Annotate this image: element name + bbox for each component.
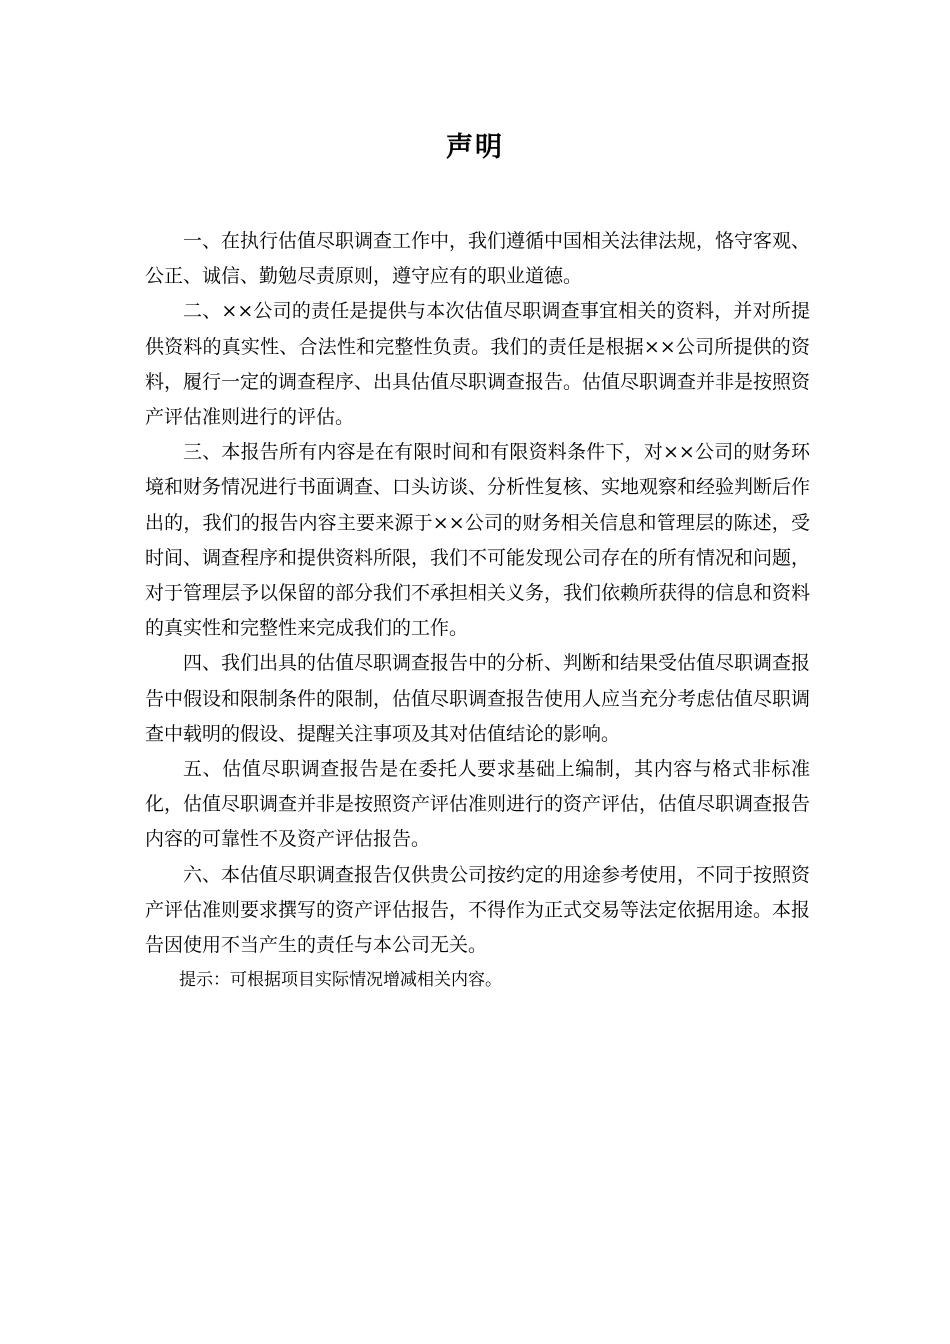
statement-paragraph-5: 五、估值尽职调查报告是在委托人要求基础上编制，其内容与格式非标准化，估值尽职调查并非是按照资产评估准则进行的资产评估，估值尽职调查报告内容的可靠性不及资产评估报告。 [145, 758, 811, 851]
hint-note: 提示：可根据项目实际情况增减相关内容。 [179, 970, 502, 991]
statement-paragraph-4: 四、我们出具的估值尽职调查报告中的分析、判断和结果受估值尽职调查报告中假设和限制条件的限制，估值尽职调查报告使用人应当充分考虑估值尽职调查中载明的假设、提醒关注事项及其对估值结论的影响。 [145, 652, 811, 745]
statement-paragraph-6: 六、本估值尽职调查报告仅供贵公司按约定的用途参考使用，不同于按照资产评估准则要求撰写的资产评估报告，不得作为正式交易等法定依据用途。本报告因使用不当产生的责任与本公司无关。 [145, 863, 811, 957]
document-body [145, 224, 810, 998]
statement-paragraph-1: 一、在执行估值尽职调查工作中，我们遵循中国相关法律法规，恪守客观、公正、诚信、勤勉尽责原则，遵守应有的职业道德。 [145, 230, 811, 288]
statement-paragraph-2: 二、××公司的责任是提供与本次估值尽职调查事宜相关的资料，并对所提供资料的真实性、合法性和完整性负责。我们的责任是根据××公司所提供的资料，履行一定的调查程序、出具估值尽职调查报告。估值尽职调查并非是按照资产评估准则进行的评估。 [145, 300, 811, 429]
statement-paragraph-3: 三、本报告所有内容是在有限时间和有限资料条件下，对××公司的财务环境和财务情况进行书面调查、口头访谈、分析性复核、实地观察和经验判断后作出的，我们的报告内容主要来源于××公司的财务相关信息和管理层的陈述，受时间、调查程序和提供资料所限，我们不可能发现公司存在的所有情况和问题，对于管理层予以保留的部分我们不承担相关义务，我们依赖所获得的信息和资料的真实性和完整性来完成我们的工作。 [145, 441, 811, 640]
document-title: 声明 [446, 132, 504, 163]
